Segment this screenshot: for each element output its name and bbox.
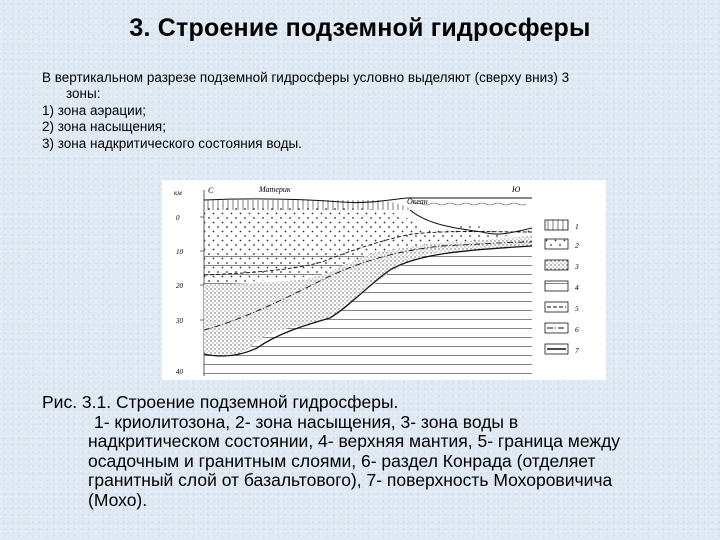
caption-line: надкритическом состоянии, 4- верхняя мантия, 5- граница между <box>88 431 621 452</box>
depth-tick-label: 40 <box>176 368 183 376</box>
legend-number: 6 <box>575 325 579 334</box>
caption-line: 1- криолитозона, 2- зона насыщения, 3- зона воды в <box>94 411 519 432</box>
cross-section-diagram <box>162 180 606 380</box>
intro-line: В вертикальном разрезе подземной гидросферы условно выделяют (сверху вниз) 3 <box>42 70 570 85</box>
zone-item-3: 3) зона надкритического состояния воды. <box>42 135 302 151</box>
legend-number: 3 <box>575 262 579 271</box>
intro-line-cont: зоны: <box>66 86 101 102</box>
slide-title: 3. Строение подземной гидросферы <box>129 14 591 42</box>
legend-swatch-3 <box>545 260 568 270</box>
legend-swatch-1 <box>545 220 568 230</box>
depth-tick-label: 30 <box>176 317 183 325</box>
caption-line: осадочным и гранитным слоями, 6- раздел Конрада (отделяет <box>88 450 596 471</box>
caption-heading: Рис. 3.1. Строение подземной гидросферы. <box>42 392 399 412</box>
legend <box>545 220 579 355</box>
intro-text <box>42 70 682 152</box>
legend-swatch-4 <box>545 281 568 291</box>
east-label: Ю <box>512 185 521 194</box>
ocean-label: Океан <box>407 197 428 206</box>
legend-number: 5 <box>575 304 579 313</box>
figure-caption <box>42 393 702 511</box>
depth-tick-label: 0 <box>176 214 180 222</box>
legend-number: 1 <box>575 222 579 231</box>
legend-number: 7 <box>575 346 579 355</box>
caption-line: (Мохо). <box>88 489 148 510</box>
caption-line: гранитный слой от базальтового), 7- поверхность Мохоровичича <box>88 470 613 491</box>
hydrosphere-figure <box>162 180 606 380</box>
legend-number: 4 <box>575 283 579 292</box>
depth-tick-label: 20 <box>176 282 183 290</box>
depth-unit-label: км <box>174 189 182 197</box>
depth-tick-label: 10 <box>176 248 183 256</box>
zone-item-2: 2) зона насыщения; <box>42 119 166 135</box>
west-label: С <box>208 186 214 195</box>
ocean-water-line <box>414 203 526 205</box>
legend-swatch-2 <box>545 239 568 249</box>
zone-item-1: 1) зона аэрации; <box>42 102 146 118</box>
legend-number: 2 <box>575 241 579 250</box>
continent-label: Материк <box>259 185 291 194</box>
